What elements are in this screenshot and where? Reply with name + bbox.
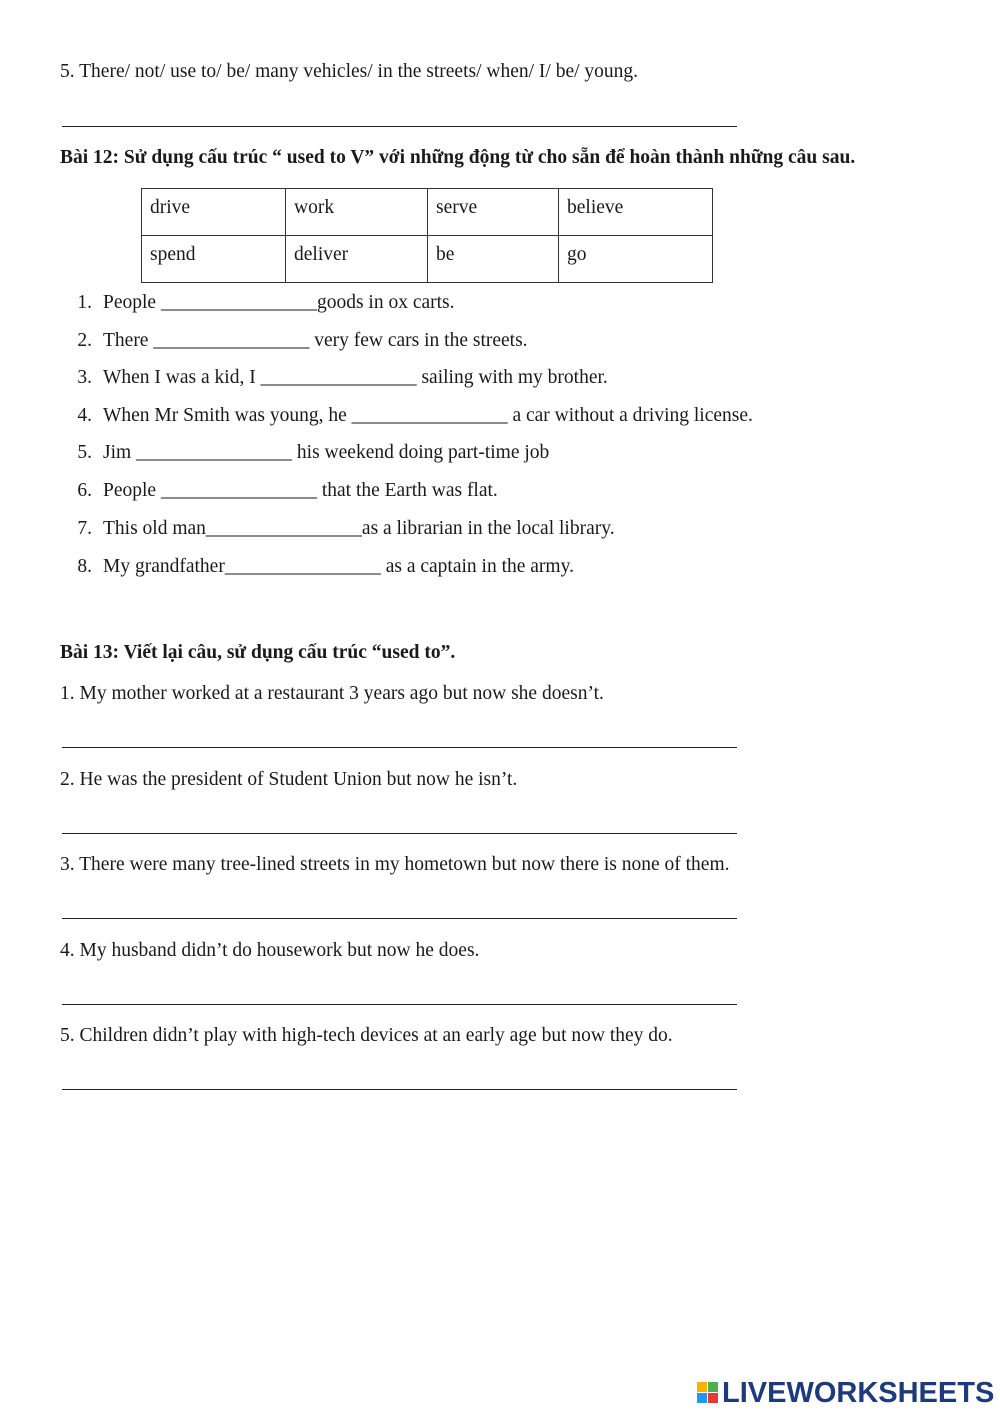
answer-line[interactable] xyxy=(62,126,737,127)
verb-table-row xyxy=(142,236,713,283)
list-item xyxy=(62,442,549,464)
item-text[interactable]: When I was a kid, I ________________ sailing with my brother. xyxy=(103,367,608,388)
prev-exercise-item: 5. There/ not/ use to/ be/ many vehicles/ in the streets/ when/ I/ be/ young. xyxy=(60,61,639,82)
item-number: 3. xyxy=(77,367,92,388)
rewrite-sentence: 5. Children didn’t play with high-tech devices at an early age but now they do. xyxy=(60,1025,673,1046)
verb-cell: drive xyxy=(142,189,286,236)
item-text[interactable]: There ________________ very few cars in the streets. xyxy=(103,330,528,351)
verb-table xyxy=(141,188,713,283)
bai12-heading: Bài 12: Sử dụng cấu trúc “ used to V” với những động từ cho sẵn để hoàn thành những câu sau. xyxy=(60,147,856,168)
rewrite-sentence: 2. He was the president of Student Union but now he isn’t. xyxy=(60,769,518,790)
verb-cell: believe xyxy=(559,189,713,236)
item-number: 2. xyxy=(77,330,92,351)
item-text[interactable]: When Mr Smith was young, he ________________ a car without a driving license. xyxy=(103,405,753,426)
verb-table-row xyxy=(142,189,713,236)
list-item xyxy=(62,330,528,352)
answer-line[interactable] xyxy=(62,1089,737,1090)
item-text[interactable]: This old man________________as a librarian in the local library. xyxy=(103,518,615,539)
answer-line[interactable] xyxy=(62,833,737,834)
item-text[interactable]: People ________________ that the Earth was flat. xyxy=(103,480,498,501)
verb-cell: work xyxy=(286,189,428,236)
item-number: 7. xyxy=(77,518,92,539)
rewrite-sentence: 4. My husband didn’t do housework but now he does. xyxy=(60,940,480,961)
answer-line[interactable] xyxy=(62,918,737,919)
item-number: 4. xyxy=(77,405,92,426)
liveworksheets-logo-icon xyxy=(697,1382,719,1404)
answer-line[interactable] xyxy=(62,747,737,748)
list-item xyxy=(62,292,455,314)
list-item xyxy=(62,480,498,502)
list-item xyxy=(62,518,615,540)
item-text[interactable]: Jim ________________ his weekend doing part-time job xyxy=(103,442,550,463)
rewrite-sentence: 3. There were many tree-lined streets in my hometown but now there is none of them. xyxy=(60,854,730,875)
item-number: 6. xyxy=(77,480,92,501)
rewrite-sentence: 1. My mother worked at a restaurant 3 years ago but now she doesn’t. xyxy=(60,683,604,704)
item-text[interactable]: My grandfather________________ as a captain in the army. xyxy=(103,556,574,577)
item-number: 8. xyxy=(77,556,92,577)
list-item xyxy=(62,367,608,389)
verb-cell: go xyxy=(559,236,713,283)
item-number: 1. xyxy=(77,292,92,313)
verb-cell: serve xyxy=(428,189,559,236)
list-item xyxy=(62,405,753,427)
verb-cell: spend xyxy=(142,236,286,283)
list-item xyxy=(62,556,574,578)
verb-cell: be xyxy=(428,236,559,283)
logo-text: LIVEWORKSHEETS xyxy=(722,1376,995,1409)
item-number: 5. xyxy=(77,442,92,463)
verb-cell: deliver xyxy=(286,236,428,283)
item-text[interactable]: People ________________goods in ox carts. xyxy=(103,292,455,313)
answer-line[interactable] xyxy=(62,1004,737,1005)
bai13-heading: Bài 13: Viết lại câu, sử dụng cấu trúc “used to”. xyxy=(60,642,456,663)
liveworksheets-logo[interactable] xyxy=(697,1378,994,1408)
